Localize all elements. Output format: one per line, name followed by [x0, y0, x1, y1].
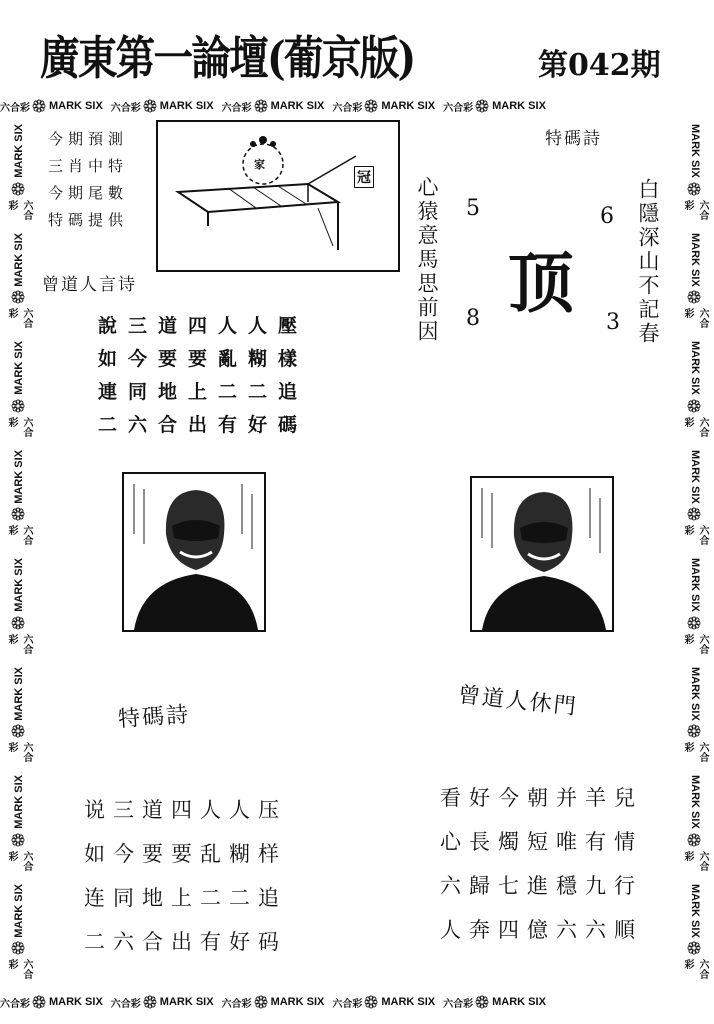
banner-unit [111, 99, 214, 114]
banner-text: MARK SIX [689, 232, 701, 287]
tema-poem-bottom-lines [84, 788, 287, 964]
banner-logo: 六合彩 [6, 850, 32, 871]
flower-icon [364, 995, 378, 1009]
poem-line: 说三道四人人压 [84, 798, 287, 822]
info-item: 特碼提供 [48, 211, 129, 229]
flower-icon [11, 507, 25, 521]
banner-text: MARK SIX [492, 100, 546, 112]
info-item: 今期預測 [48, 130, 129, 148]
banner-logo: 六合彩 [6, 742, 32, 763]
banner-logo: 六合彩 [6, 525, 32, 546]
poem-line: 连同地上二二追 [84, 886, 287, 910]
banner-text: MARK SIX [689, 775, 701, 829]
banner-text: MARK SIX [381, 100, 436, 112]
banner-logo: 六合彩 [6, 633, 32, 654]
poem-line: 二六合出有好碼 [98, 414, 309, 436]
banner-unit [222, 99, 325, 114]
flower-icon [11, 182, 25, 196]
flower-icon [254, 99, 268, 113]
flower-icon [11, 616, 25, 630]
banner-unit [0, 99, 103, 114]
banner-text: MARK SIX [49, 996, 103, 1008]
banner-text: MARK SIX [13, 883, 25, 938]
banner-text: MARK SIX [689, 124, 701, 178]
portrait-photo-right [470, 476, 614, 632]
sign-char: 冠 [354, 166, 374, 188]
banner-unit [332, 99, 435, 114]
portrait-photo-left [122, 472, 266, 632]
banner-text: MARK SIX [689, 558, 701, 612]
left-banner-strip [8, 120, 30, 988]
banner-text: MARK SIX [492, 996, 546, 1008]
tema-poem-top-col-right: 白隱深山不記春 [636, 178, 660, 346]
page-title: 廣東第一論壇(葡京版) [40, 31, 415, 85]
number-3: 3 [606, 310, 620, 335]
info-list [48, 126, 128, 234]
banner-logo: 六合彩 [110, 102, 141, 114]
banner-logo: 六合彩 [682, 850, 708, 871]
banner-unit [332, 995, 435, 1010]
flower-icon [687, 290, 701, 304]
banner-text: MARK SIX [13, 124, 25, 178]
banner-text: MARK SIX [159, 996, 214, 1008]
banner-logo: 六合彩 [110, 998, 141, 1010]
banner-logo: 六合彩 [0, 102, 30, 114]
flower-icon [687, 182, 701, 196]
banner-logo: 六合彩 [0, 998, 30, 1010]
banner-logo: 六合彩 [443, 102, 474, 114]
banner-logo: 六合彩 [6, 959, 32, 980]
banner-logo: 六合彩 [6, 308, 32, 329]
poem-line: 如今要要亂糊樣 [98, 348, 309, 370]
banner-text: MARK SIX [270, 996, 325, 1008]
poem-line: 二六合出有好码 [84, 930, 287, 954]
banner-text: MARK SIX [49, 100, 103, 112]
banner-unit [443, 99, 546, 114]
banner-text: MARK SIX [13, 232, 25, 287]
poem-line: 人奔四億六六順 [440, 918, 643, 942]
flower-icon [143, 995, 157, 1009]
banner-logo: 六合彩 [682, 525, 708, 546]
xiumen-poem-lines [440, 776, 643, 952]
illustration-box [156, 120, 400, 272]
zeng-poem-lines [98, 310, 308, 442]
banner-unit [222, 995, 325, 1010]
right-banner-strip [684, 120, 706, 988]
banner-logo: 六合彩 [682, 416, 708, 437]
tema-poem-bottom-title: 特碼詩 [117, 702, 191, 733]
portrait-image [472, 478, 612, 630]
flower-icon [687, 724, 701, 738]
info-item: 今期尾數 [48, 184, 129, 202]
number-8: 8 [466, 306, 480, 331]
banner-text: MARK SIX [689, 341, 701, 395]
banner-text: MARK SIX [689, 666, 701, 721]
banner-logo: 六合彩 [221, 998, 252, 1010]
portrait-image [124, 474, 264, 630]
banner-unit [111, 995, 214, 1010]
table-drawing [158, 122, 398, 270]
xiumen-poem-title: 曾道人休門 [456, 682, 579, 721]
banner-text: MARK SIX [159, 100, 214, 112]
banner-logo: 六合彩 [682, 742, 708, 763]
tema-poem-top-col-left: 心猿意馬思前因 [415, 176, 439, 344]
flower-icon [254, 995, 268, 1009]
banner-logo: 六合彩 [682, 308, 708, 329]
poem-line: 六歸七進穩九行 [440, 874, 643, 898]
banner-logo: 六合彩 [6, 416, 32, 437]
zeng-poem-title: 曾道人言诗 [42, 275, 137, 295]
flower-icon [11, 290, 25, 304]
banner-logo: 六合彩 [6, 199, 32, 220]
banner-text: MARK SIX [13, 341, 25, 395]
poem-line: 說三道四人人壓 [98, 315, 309, 337]
banner-text: MARK SIX [689, 449, 701, 504]
flower-icon [11, 833, 25, 847]
poem-line: 看好今朝并羊兒 [440, 786, 643, 810]
flower-icon [11, 941, 25, 955]
big-character: 顶 [508, 244, 574, 322]
banner-text: MARK SIX [381, 996, 436, 1008]
issue-number: 第042期 [538, 48, 661, 83]
emblem-char: 家 [254, 158, 265, 171]
banner-logo: 六合彩 [221, 102, 252, 114]
info-item: 三肖中特 [48, 157, 129, 175]
flower-icon [687, 941, 701, 955]
banner-text: MARK SIX [13, 449, 25, 504]
banner-logo: 六合彩 [682, 959, 708, 980]
banner-text: MARK SIX [13, 666, 25, 721]
flower-icon [687, 616, 701, 630]
flower-icon [11, 399, 25, 413]
flower-icon [475, 99, 489, 113]
banner-text: MARK SIX [689, 883, 701, 938]
tema-poem-top-title: 特碼詩 [545, 129, 602, 149]
banner-logo: 六合彩 [332, 102, 363, 114]
flower-icon [687, 399, 701, 413]
banner-text: MARK SIX [270, 100, 325, 112]
banner-text: MARK SIX [13, 775, 25, 829]
flower-icon [687, 507, 701, 521]
poem-line: 如今要要乱糊样 [84, 842, 287, 866]
top-banner-strip [0, 95, 714, 117]
flower-icon [475, 995, 489, 1009]
banner-logo: 六合彩 [332, 998, 363, 1010]
banner-text: MARK SIX [13, 558, 25, 612]
poem-line: 連同地上二二追 [98, 381, 309, 403]
number-5: 5 [466, 196, 480, 221]
number-6: 6 [600, 204, 614, 229]
poem-line: 心長燭短唯有情 [440, 830, 643, 854]
flower-icon [32, 995, 46, 1009]
flower-icon [364, 99, 378, 113]
flower-icon [687, 833, 701, 847]
flower-icon [32, 99, 46, 113]
banner-unit [443, 995, 546, 1010]
banner-logo: 六合彩 [682, 633, 708, 654]
flower-icon [11, 724, 25, 738]
flower-icon [143, 99, 157, 113]
bottom-banner-strip [0, 991, 714, 1013]
banner-logo: 六合彩 [682, 199, 708, 220]
banner-unit [0, 995, 103, 1010]
banner-logo: 六合彩 [443, 998, 474, 1010]
